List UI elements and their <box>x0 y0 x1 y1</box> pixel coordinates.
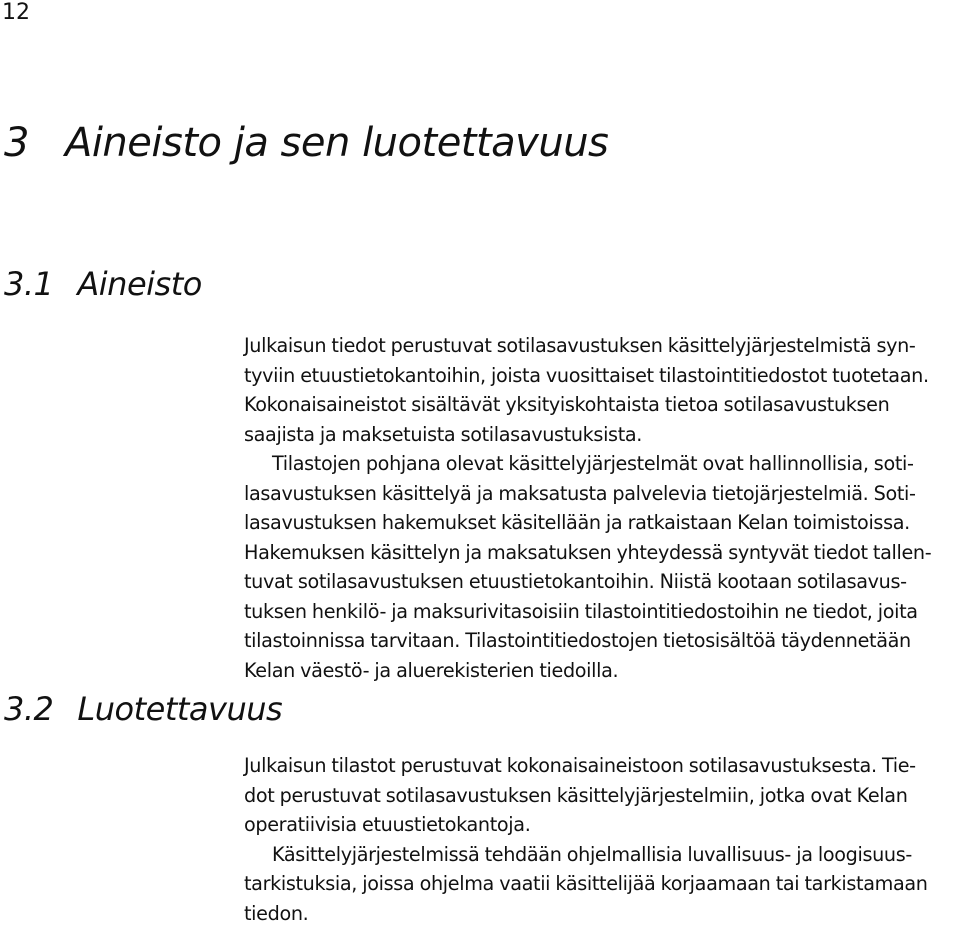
text-line: operatiivisia etuustietokantoja. <box>244 810 960 840</box>
paragraph <box>244 840 960 928</box>
text-line: Kokonaisaineistot sisältävät yksityiskohtaista tietoa sotilasavustuksen <box>244 390 960 420</box>
text-line: tiedon. <box>244 899 960 928</box>
section-number: 3.2 <box>4 690 53 728</box>
text-line: lasavustuksen hakemukset käsitellään ja ratkaistaan Kelan toimistoissa. <box>244 508 960 538</box>
section-heading-luotettavuus <box>4 689 282 729</box>
text-line: Kelan väestö- ja aluerekisterien tiedoilla. <box>244 656 960 686</box>
chapter-title <box>4 118 608 168</box>
section-title-text: Luotettavuus <box>77 690 282 728</box>
text-line: tilastoinnissa tarvitaan. Tilastointitiedostojen tietosisältöä täydennetään <box>244 626 960 656</box>
section-title-text: Aineisto <box>77 265 201 303</box>
paragraph <box>244 449 960 685</box>
section-body-luotettavuus <box>244 751 960 928</box>
text-line: Käsittelyjärjestelmissä tehdään ohjelmallisia luvallisuus- ja loogisuus- <box>244 840 960 870</box>
chapter-title-text: Aineisto ja sen luotettavuus <box>65 120 608 166</box>
text-line: Hakemuksen käsittelyn ja maksatuksen yhteydessä syntyvät tiedot tallen- <box>244 538 960 568</box>
text-line: saajista ja maksetuista sotilasavustuksista. <box>244 420 960 450</box>
paragraph <box>244 331 960 449</box>
text-line: tuksen henkilö- ja maksurivitasoisiin tilastointitiedostoihin ne tiedot, joita <box>244 597 960 627</box>
text-line: lasavustuksen käsittelyä ja maksatusta palvelevia tietojärjestelmiä. Soti- <box>244 479 960 509</box>
text-line: tyviin etuustietokantoihin, joista vuosittaiset tilastointitiedostot tuotetaan. <box>244 361 960 391</box>
text-line: tuvat sotilasavustuksen etuustietokantoihin. Niistä kootaan sotilasavus- <box>244 567 960 597</box>
paragraph <box>244 751 960 840</box>
section-heading-aineisto <box>4 264 202 304</box>
section-number: 3.1 <box>4 265 53 303</box>
text-line: dot perustuvat sotilasavustuksen käsittelyjärjestelmiin, jotka ovat Kelan <box>244 781 960 811</box>
text-line: Julkaisun tilastot perustuvat kokonaisaineistoon sotilasavustuksesta. Tie- <box>244 751 960 781</box>
section-body-aineisto <box>244 331 960 685</box>
text-line: Tilastojen pohjana olevat käsittelyjärjestelmät ovat hallinnollisia, soti- <box>244 449 960 479</box>
text-line: Julkaisun tiedot perustuvat sotilasavustuksen käsittelyjärjestelmistä syn- <box>244 331 960 361</box>
text-line: tarkistuksia, joissa ohjelma vaatii käsittelijää korjaamaan tai tarkistamaan <box>244 869 960 899</box>
page-number: 12 <box>2 0 30 26</box>
chapter-number: 3 <box>4 120 29 166</box>
